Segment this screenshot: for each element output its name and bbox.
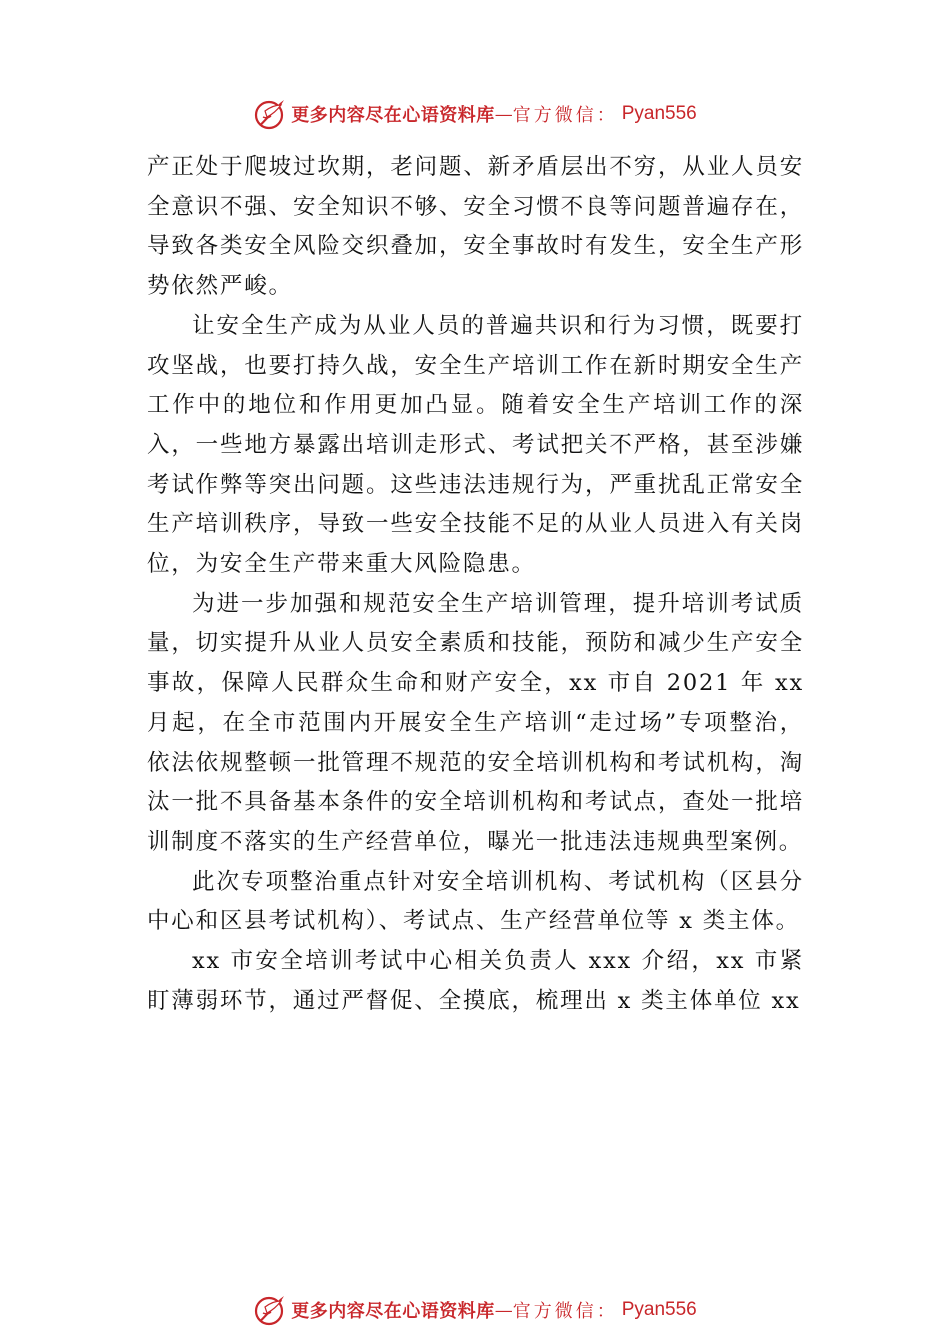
header-main-text: 更多内容尽在心语资料库 [291, 105, 495, 126]
footer-banner [0, 1290, 950, 1330]
quill-logo-icon [253, 97, 287, 131]
header-dash: — [494, 103, 513, 125]
paragraph-2: 让安全生产成为从业人员的普遍共识和行为习惯，既要打攻坚战，也要打持久战，安全生产培训工作在新时期安全生产工作中的地位和作用更加凸显。随着安全生产培训工作的深入，一些地方暴露出培训走形式、考试把关不严格，甚至涉嫌考试作弊等突出问题。这些违法违规行为，严重扰乱正常安全生产培训秩序，导致一些安全技能不足的从业人员进入有关岗位，为安全生产带来重大风险隐患。 [147, 312, 804, 578]
paragraph-3: 为进一步加强和规范安全生产培训管理，提升培训考试质量，切实提升从业人员安全素质和技能，预防和减少生产安全事故，保障人民群众生命和财产安全，xx 市自 2021 年 xx 月起，在全市范围内开展安全生产培训“走过场”专项整治，依法依规整顿一批管理不规范的安全培训机构和考试机构，淘汰一批不具备基本条件的安全培训机构和考试点，查处一批培训制度不落实的生产经营单位，曝光一批违法违规典型案例。 [147, 590, 804, 855]
footer-wechat-id: Pyan556 [621, 1299, 697, 1320]
header-wechat-id: Pyan556 [621, 103, 697, 124]
header-wechat-label: 官方微信： [512, 105, 618, 126]
footer-dash: — [494, 1299, 513, 1321]
footer-wechat-label: 官方微信： [512, 1301, 618, 1322]
paragraph-1: 产正处于爬坡过坎期，老问题、新矛盾层出不穷，从业人员安全意识不强、安全知识不够、安全习惯不良等问题普遍存在，导致各类安全风险交织叠加，安全事故时有发生，安全生产形势依然严峻。 [147, 154, 804, 300]
document-body [147, 148, 804, 1021]
paragraph-5: xx 市安全培训考试中心相关负责人 xxx 介绍，xx 市紧盯薄弱环节，通过严督促、全摸底，梳理出 x 类主体单位 xx [147, 948, 804, 1014]
header-banner [0, 94, 950, 134]
footer-main-text: 更多内容尽在心语资料库 [291, 1301, 495, 1322]
paragraph-4: 此次专项整治重点针对安全培训机构、考试机构（区县分中心和区县考试机构）、考试点、生产经营单位等 x 类主体。 [147, 868, 804, 935]
quill-logo-icon [253, 1293, 287, 1327]
